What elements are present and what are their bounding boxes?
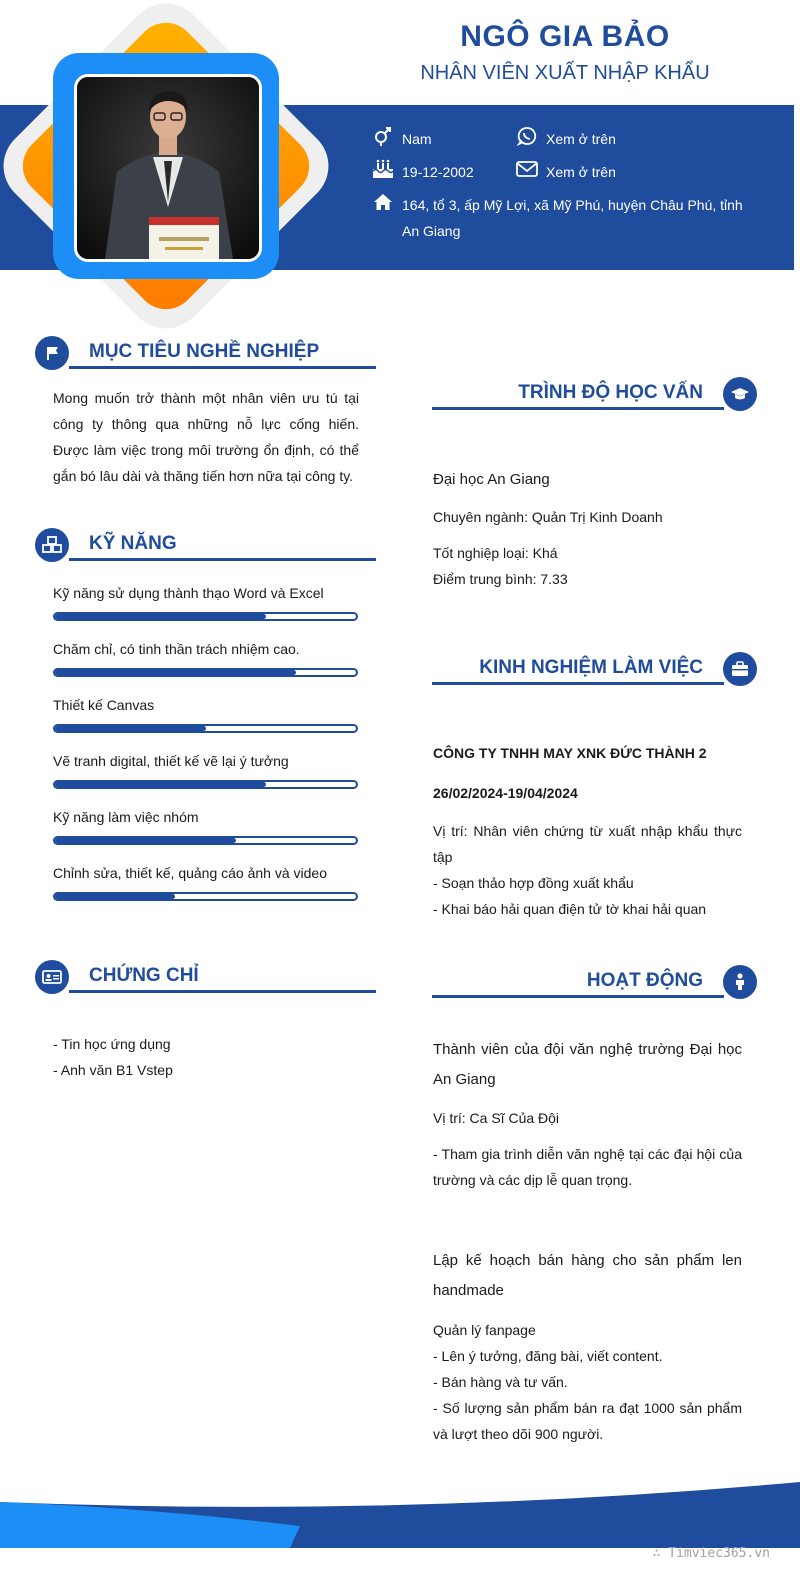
- experience-position: Vị trí: Nhân viên chứng từ xuất nhập khẩu thực tập: [433, 823, 742, 865]
- gender-icon: [372, 126, 394, 146]
- profile-photo: [74, 74, 262, 262]
- section-skills-heading: [35, 525, 380, 565]
- whatsapp-icon: [516, 126, 538, 146]
- skill-progress-fill: [55, 614, 266, 619]
- activities-heading: HOẠT ĐỘNG: [586, 970, 703, 991]
- job-title: NHÂN VIÊN XUẤT NHẬP KHẨU: [420, 62, 710, 84]
- certificates-underline: [69, 990, 376, 993]
- skill-label: Vẽ tranh digital, thiết kế vẽ lại ý tưởng: [53, 753, 289, 769]
- skill-progress-bar: [53, 668, 358, 677]
- skill-progress-bar: [53, 780, 358, 789]
- footer-wave: [0, 1478, 800, 1548]
- address-line-2: An Giang: [402, 223, 461, 239]
- skill-progress-fill: [55, 670, 296, 675]
- certificates-list: [53, 1031, 359, 1083]
- envelope-icon: [516, 159, 538, 179]
- experience-details: [433, 818, 742, 922]
- graduation-cap-icon: [723, 377, 757, 411]
- objective-text: Mong muốn trở thành một nhân viên ưu tú tại công ty thông qua những nỗ lực cống hiến. Được làm việc trong môi trường ổn định, có thể gắn bó lâu dài và thăng tiến hơn nữa tại công ty.: [53, 390, 359, 484]
- certificate-item: - Anh văn B1 Vstep: [53, 1062, 173, 1078]
- skill-progress-bar: [53, 892, 358, 901]
- home-icon: [372, 192, 394, 212]
- briefcase-icon: [723, 652, 757, 686]
- skill-label: Chỉnh sửa, thiết kế, quảng cáo ảnh và video: [53, 865, 327, 881]
- certificates-heading: CHỨNG CHỈ: [89, 965, 199, 986]
- activity-2-detail: - Lên ý tưởng, đăng bài, viết content.: [433, 1348, 663, 1364]
- address-line-1: 164, tổ 3, ấp Mỹ Lợi, xã Mỹ Phú, huyện Châu Phú, tỉnh: [402, 197, 743, 213]
- contact-address: [372, 192, 772, 244]
- education-heading: TRÌNH ĐỘ HỌC VẤN: [518, 382, 703, 403]
- experience-underline: [432, 682, 724, 685]
- id-card-icon: [35, 960, 69, 994]
- activity-1-title: Thành viên của đội văn nghệ trường Đại học An Giang: [433, 1041, 742, 1088]
- section-experience-heading: [432, 649, 757, 689]
- flag-icon: [35, 336, 69, 370]
- skill-progress-fill: [55, 726, 206, 731]
- education-rank: Tốt nghiệp loại: Khá: [433, 545, 558, 561]
- contact-gender: [372, 126, 432, 152]
- section-objective-heading: [35, 333, 380, 373]
- experience-task: - Soạn thảo hợp đồng xuất khẩu: [433, 875, 634, 891]
- school-name: Đại học An Giang: [433, 471, 550, 488]
- activity-1-detail: - Tham gia trình diễn văn nghệ tại các đại hội của trường và các dịp lễ quan trọng.: [433, 1146, 742, 1188]
- person-icon: [723, 965, 757, 999]
- watermark: ∴ Timviec365.vn: [652, 1546, 770, 1561]
- activity-2-detail: - Số lượng sản phẩm bán ra đạt 1000 sản phẩm và lượt theo dõi 900 người.: [433, 1400, 742, 1442]
- skill-label: Kỹ năng làm việc nhóm: [53, 809, 199, 825]
- contact-dob: [372, 159, 474, 185]
- skill-progress-fill: [55, 838, 236, 843]
- birthday-cake-icon: [372, 159, 394, 179]
- skills-heading: KỸ NĂNG: [89, 533, 177, 554]
- section-certificates-heading: [35, 957, 380, 997]
- gender-value: Nam: [402, 131, 432, 147]
- objective-heading: MỤC TIÊU NGHỀ NGHIỆP: [89, 341, 320, 362]
- candidate-name: NGÔ GIA BẢO: [460, 20, 670, 53]
- contact-phone: [516, 126, 616, 152]
- phone-value: Xem ở trên: [546, 131, 616, 147]
- activities-underline: [432, 995, 724, 998]
- dob-value: 19-12-2002: [402, 164, 474, 180]
- section-education-heading: [432, 374, 757, 414]
- section-activities-heading: [432, 962, 757, 1002]
- skill-progress-fill: [55, 894, 175, 899]
- skill-progress-bar: [53, 724, 358, 733]
- email-value: Xem ở trên: [546, 164, 616, 180]
- activity-2-details: [433, 1317, 742, 1447]
- activity-2-title: Lập kế hoạch bán hàng cho sản phẩm len handmade: [433, 1252, 742, 1299]
- activity-2-role: Quản lý fanpage: [433, 1322, 536, 1338]
- skills-underline: [69, 558, 376, 561]
- activity-2-detail: - Bán hàng và tư vấn.: [433, 1374, 568, 1390]
- skill-progress-fill: [55, 782, 266, 787]
- education-underline: [432, 407, 724, 410]
- skill-label: Kỹ năng sử dụng thành thạo Word và Excel: [53, 585, 324, 601]
- education-major: Chuyên ngành: Quản Trị Kinh Doanh: [433, 509, 663, 525]
- education-school: [433, 466, 743, 493]
- activity-1-role: Vị trí: Ca Sĩ Của Đội: [433, 1110, 560, 1126]
- education-gpa: Điểm trung bình: 7.33: [433, 571, 568, 587]
- experience-company: CÔNG TY TNHH MAY XNK ĐỨC THÀNH 2: [433, 745, 707, 761]
- cubes-icon: [35, 528, 69, 562]
- skill-progress-bar: [53, 836, 358, 845]
- experience-task: - Khai báo hải quan điện tử tờ khai hải quan: [433, 901, 707, 917]
- address-value: [402, 192, 743, 244]
- experience-period: 26/02/2024-19/04/2024: [433, 785, 578, 801]
- certificate-item: - Tin học ứng dụng: [53, 1036, 171, 1052]
- experience-heading: KINH NGHIỆM LÀM VIỆC: [479, 657, 703, 678]
- education-details: [433, 540, 743, 592]
- objective-underline: [69, 366, 376, 369]
- contact-email: [516, 159, 616, 185]
- skill-label: Thiết kế Canvas: [53, 697, 155, 713]
- skill-progress-bar: [53, 612, 358, 621]
- skill-label: Chăm chỉ, có tinh thần trách nhiệm cao.: [53, 641, 300, 657]
